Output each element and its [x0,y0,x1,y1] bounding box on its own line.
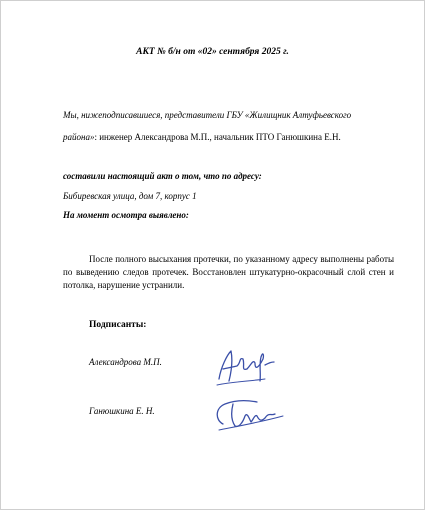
moment-line: На момент осмотра выявлено: [63,210,189,220]
intro-line-2 [63,131,394,144]
address-line: Бибиревская улица, дом 7, корпус 1 [63,191,197,201]
signer-name-1: Александрова М.П. [89,357,162,367]
body-paragraph: После полного высыхания протечки, по указанному адресу выполнены работы по выведению следов протечек. Восстановлен штукатурно-окрасочный слой стен и потолка, нарушение устранили. [63,254,394,290]
signer-name-2: Ганюшкина Е. Н. [89,406,155,416]
intro-line-2-rest: : инженер Александрова М.П., начальник ПТО Ганюшкина Е.Н. [94,132,341,142]
act-title: АКТ № б/н от «02» сентября 2025 г. [136,47,289,57]
intro-line-1: Мы, нижеподписавшиеся, представители ГБУ «Жилищник Алтуфьевского [63,110,352,120]
intro-paragraph [63,109,394,144]
intro-line-2-italic: района» [63,132,95,142]
sostavili-line: составили настоящий акт о том, что по адресу: [63,171,262,181]
signers-heading: Подписанты: [89,320,147,330]
signature-1-icon [211,341,281,389]
signature-2-icon [209,394,289,434]
